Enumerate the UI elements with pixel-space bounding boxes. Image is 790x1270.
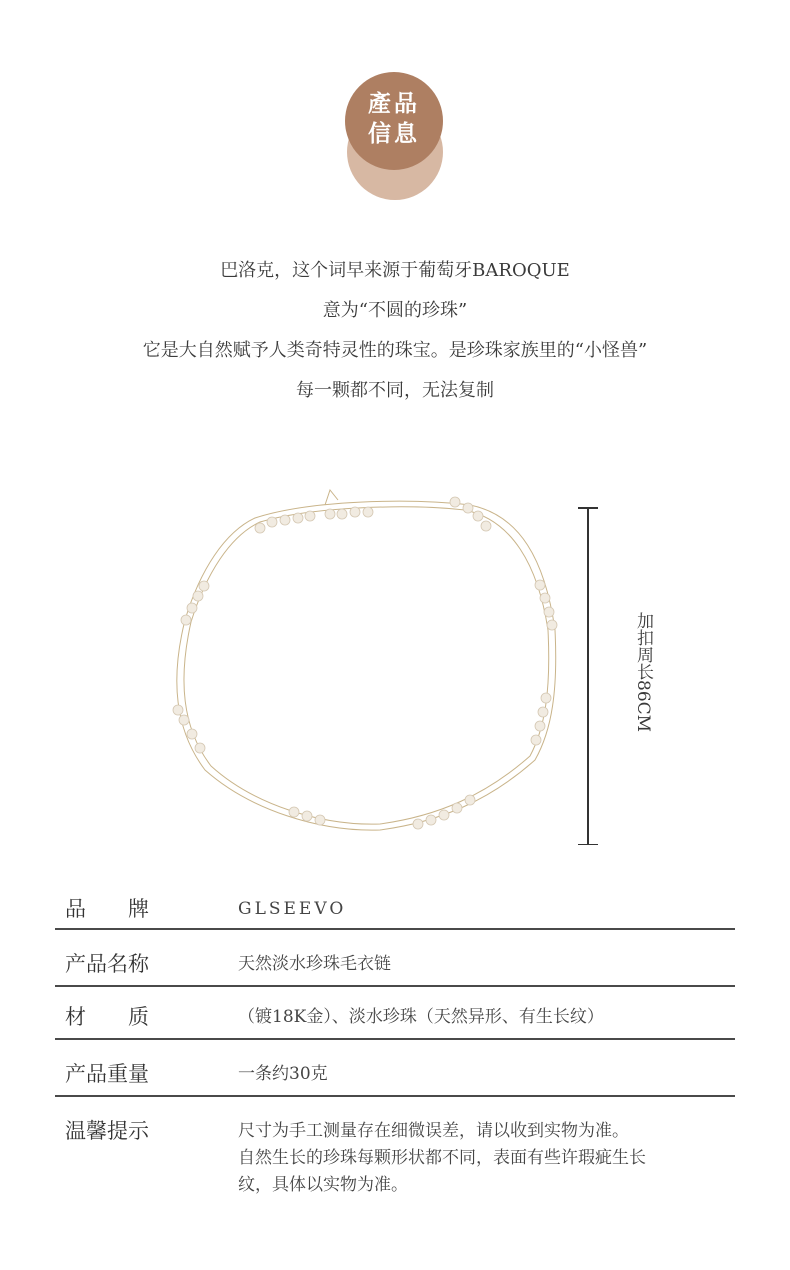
intro-line-2: 意为“不圆的珍珠” [322, 300, 468, 321]
spec-value-name: 天然淡水珍珠毛衣链 [238, 954, 391, 974]
measurement-label: 加扣周长86CM [633, 612, 653, 733]
spec-divider [55, 1095, 735, 1097]
spec-key-material: 材 质 [65, 1005, 149, 1029]
intro-line-1: 巴洛克，这个词早来源于葡萄牙BAROQUE [220, 260, 570, 281]
intro-line-3: 它是大自然赋予人类奇特灵性的珠宝。是珍珠家族里的“小怪兽” [142, 340, 648, 361]
badge-title-line2: 信息 [368, 120, 420, 147]
spec-value-material: （镀18K金）、淡水珍珠（天然异形、有生长纹） [238, 1007, 604, 1027]
spec-value-tips [238, 1118, 728, 1199]
tips-line-1: 尺寸为手工测量存在细微误差，请以收到实物为准。 [238, 1121, 629, 1141]
spec-value-brand: GLSEEVO [238, 899, 347, 919]
intro-line-4: 每一颗都不同，无法复制 [296, 380, 494, 401]
measure-vertical-line [587, 507, 589, 845]
spec-divider [55, 1038, 735, 1040]
tips-line-3: 纹，具体以实物为准。 [238, 1175, 408, 1195]
badge-title-line1: 產品 [368, 90, 420, 117]
pearl-necklace-image [160, 470, 590, 860]
measure-bottom-cap [578, 844, 598, 846]
spec-divider [55, 985, 735, 987]
product-info-badge [345, 72, 445, 202]
tips-line-2: 自然生长的珍珠每颗形状都不同，表面有些许瑕疵生长 [238, 1148, 646, 1168]
spec-key-weight: 产品重量 [65, 1062, 149, 1086]
spec-value-weight: 一条约30克 [238, 1064, 328, 1084]
spec-key-name: 产品名称 [65, 952, 149, 976]
length-measure-line [578, 507, 598, 845]
spec-divider [55, 928, 735, 930]
spec-key-tips: 温馨提示 [65, 1119, 149, 1143]
spec-key-brand: 品 牌 [65, 897, 149, 921]
